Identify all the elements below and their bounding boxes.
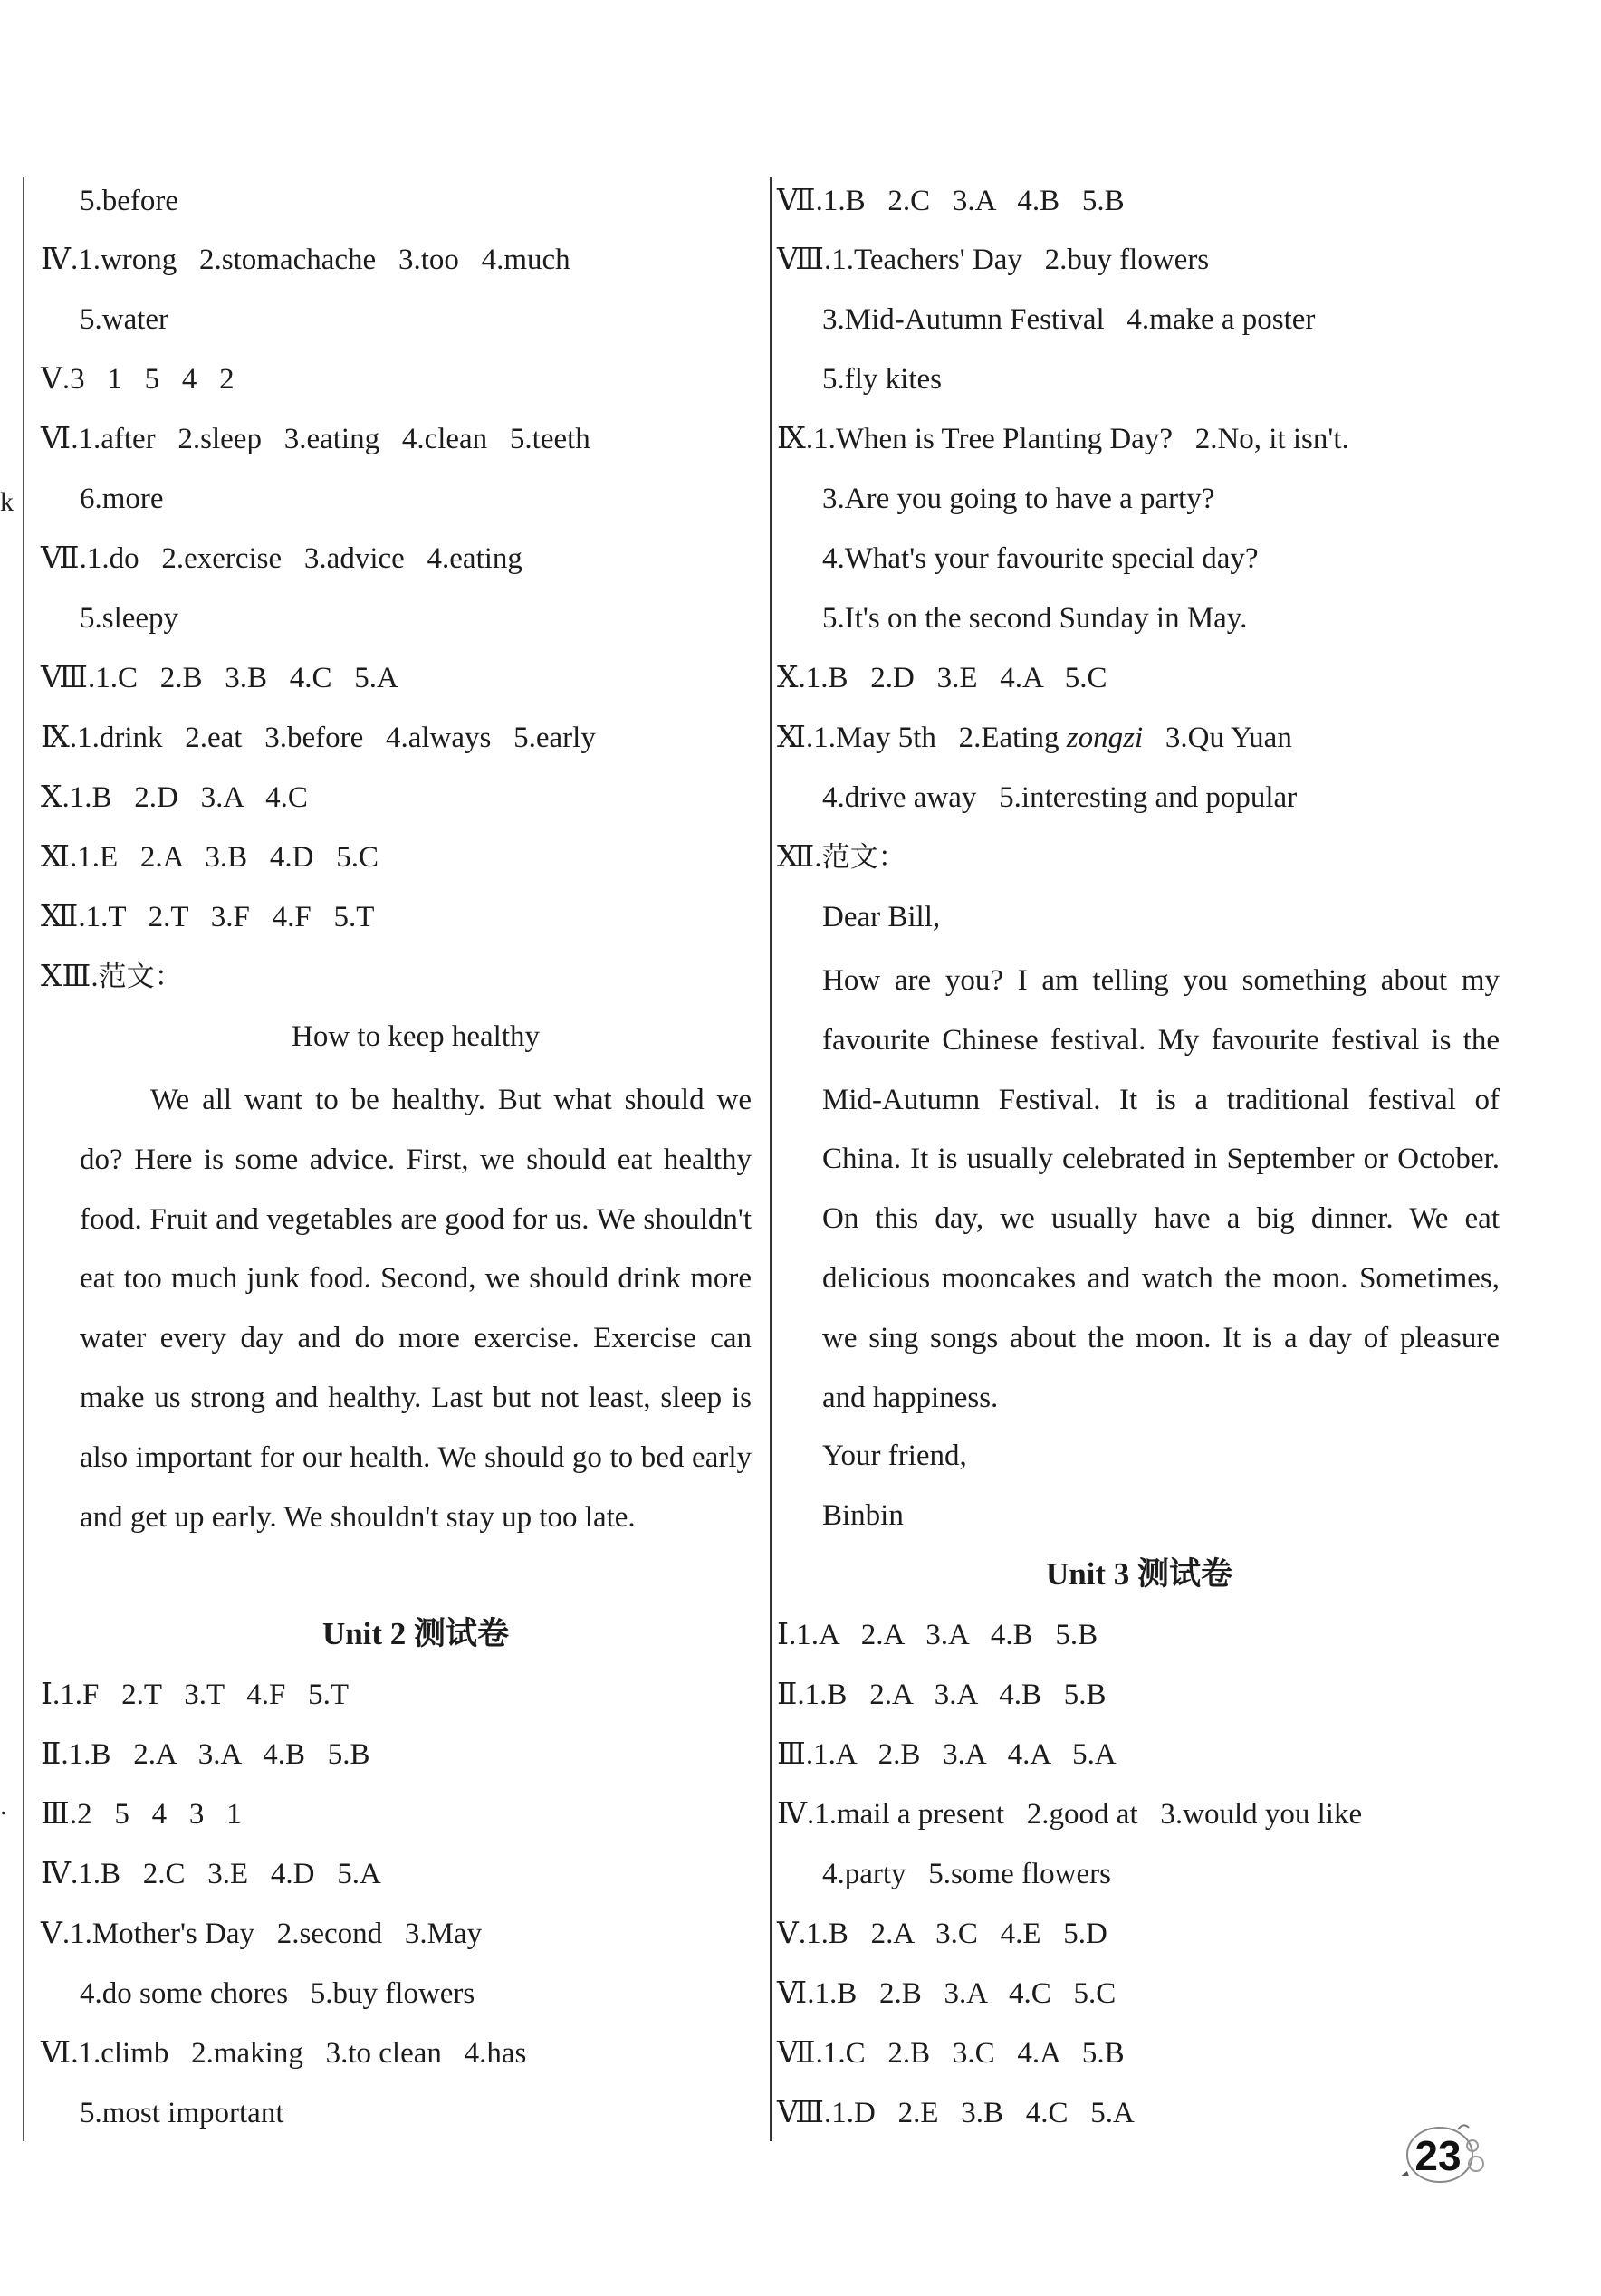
page-number: 23 xyxy=(1414,2132,1462,2179)
answer-line: Ⅳ.1.mail a present 2.good at 3.would you like xyxy=(777,1798,1363,1831)
answer-line: 4.What's your favourite special day? xyxy=(822,542,1259,575)
answer-line: Ⅰ.1.A 2.A 3.A 4.B 5.B xyxy=(777,1619,1098,1651)
answer-line: Ⅰ.1.F 2.T 3.T 4.F 5.T xyxy=(41,1679,350,1711)
letter-greeting: Dear Bill, xyxy=(822,901,941,933)
unit-2-title: Unit 2 测试卷 xyxy=(321,1616,510,1651)
answer-line: 5.fly kites xyxy=(822,363,942,396)
answer-line: 3.Mid-Autumn Festival 4.make a poster xyxy=(822,303,1316,336)
answer-line: Ⅳ.1.wrong 2.stomachache 3.too 4.much xyxy=(41,244,570,276)
answer-line: 5.before xyxy=(80,185,179,217)
answer-line: 4.party 5.some flowers xyxy=(822,1858,1111,1890)
answer-line: Ⅸ.1.drink 2.eat 3.before 4.always 5.early xyxy=(41,722,596,754)
answer-line: Ⅵ.1.B 2.B 3.A 4.C 5.C xyxy=(777,1977,1117,2010)
answer-line: 5.water xyxy=(80,303,169,336)
answer-line: Ⅶ.1.B 2.C 3.A 4.B 5.B xyxy=(777,185,1125,217)
answer-line: 6.more xyxy=(80,483,164,515)
answer-line: Ⅴ.1.B 2.A 3.C 4.E 5.D xyxy=(777,1918,1107,1950)
unit-3-title: Unit 3 测试卷 xyxy=(1045,1556,1233,1592)
section-13-prefix: ⅩⅢ. xyxy=(41,961,99,993)
section-12-label xyxy=(777,835,906,880)
answer-line: 4.drive away 5.interesting and popular xyxy=(822,781,1298,814)
answer-line: Ⅱ.1.B 2.A 3.A 4.B 5.B xyxy=(41,1738,370,1771)
answer-line: 3.Are you going to have a party? xyxy=(822,483,1215,515)
fanwen-label: 范文： xyxy=(821,841,906,874)
answer-line: Ⅴ.3 1 5 4 2 xyxy=(41,363,235,396)
essay-body: We all want to be healthy. But what should we do? Here is some advice. First, we should eat healthy food. Fruit and vegetables are good for us. We shouldn't eat too much junk food. Second, we should drink more water every day and do more exercise. Exercise can make us strong and healthy. Last but not least, sleep is also important for our health. We should go to bed early and get up early. We shouldn't stay up too late. xyxy=(80,1084,752,1534)
answer-line: 5.most important xyxy=(80,2097,284,2129)
fanwen-label: 范文： xyxy=(98,961,183,993)
answer-line xyxy=(777,715,1292,761)
answer-line: Ⅷ.1.Teachers' Day 2.buy flowers xyxy=(777,244,1210,276)
answer-line: Ⅶ.1.C 2.B 3.C 4.A 5.B xyxy=(777,2037,1125,2070)
letter-signature: Binbin xyxy=(822,1499,904,1532)
answer-line: Ⅹ.1.B 2.D 3.A 4.C xyxy=(41,781,308,814)
answer-line: Ⅴ.1.Mother's Day 2.second 3.May xyxy=(41,1918,483,1950)
section-13-label xyxy=(41,954,183,1000)
answer-line: Ⅻ.1.T 2.T 3.F 4.F 5.T xyxy=(41,901,375,933)
answer-line: Ⅲ.1.A 2.B 3.A 4.A 5.A xyxy=(777,1738,1117,1771)
answer-line: 5.sleepy xyxy=(80,602,179,635)
edge-mark-k: k xyxy=(0,487,14,517)
answer-line: Ⅷ.1.C 2.B 3.B 4.C 5.A xyxy=(41,662,398,694)
answer-line: 5.It's on the second Sunday in May. xyxy=(822,602,1248,635)
answer-line: Ⅹ.1.B 2.D 3.E 4.A 5.C xyxy=(777,662,1107,694)
edge-mark-dot: . xyxy=(0,1791,7,1821)
left-margin-line xyxy=(23,177,24,2141)
letter-body: How are you? I am telling you something about my favourite Chinese festival. My favourite festival is the Mid-Autumn Festival. It is a traditional festival of China. It is usually celebrated in September or October. On this day, we usually have a big dinner. We eat delicious mooncakes and watch the moon. Sometimes, we sing songs about the moon. It is a day of pleasure and happiness. xyxy=(822,964,1500,1414)
answer-line: Ⅳ.1.B 2.C 3.E 4.D 5.A xyxy=(41,1858,381,1890)
answer-line: Ⅺ.1.E 2.A 3.B 4.D 5.C xyxy=(41,841,379,874)
answer-line: Ⅵ.1.climb 2.making 3.to clean 4.has xyxy=(41,2037,527,2070)
column-divider xyxy=(770,177,772,2141)
answer-line: Ⅱ.1.B 2.A 3.A 4.B 5.B xyxy=(777,1679,1107,1711)
answer-line: Ⅷ.1.D 2.E 3.B 4.C 5.A xyxy=(777,2097,1135,2129)
answer-line: Ⅸ.1.When is Tree Planting Day? 2.No, it isn't. xyxy=(777,423,1349,455)
section-12-prefix: Ⅻ. xyxy=(777,841,822,874)
xi-suffix: 3.Qu Yuan xyxy=(1143,722,1292,754)
essay-title: How to keep healthy xyxy=(291,1020,540,1053)
answer-line: Ⅶ.1.do 2.exercise 3.advice 4.eating xyxy=(41,542,522,575)
letter-closing: Your friend, xyxy=(822,1440,967,1472)
answer-line: 4.do some chores 5.buy flowers xyxy=(80,1977,475,2010)
answer-line: Ⅲ.2 5 4 3 1 xyxy=(41,1798,242,1831)
xi-prefix: Ⅺ.1.May 5th 2.Eating xyxy=(777,722,1067,754)
answer-line: Ⅵ.1.after 2.sleep 3.eating 4.clean 5.teeth xyxy=(41,423,590,455)
xi-italic-word: zongzi xyxy=(1066,722,1144,754)
